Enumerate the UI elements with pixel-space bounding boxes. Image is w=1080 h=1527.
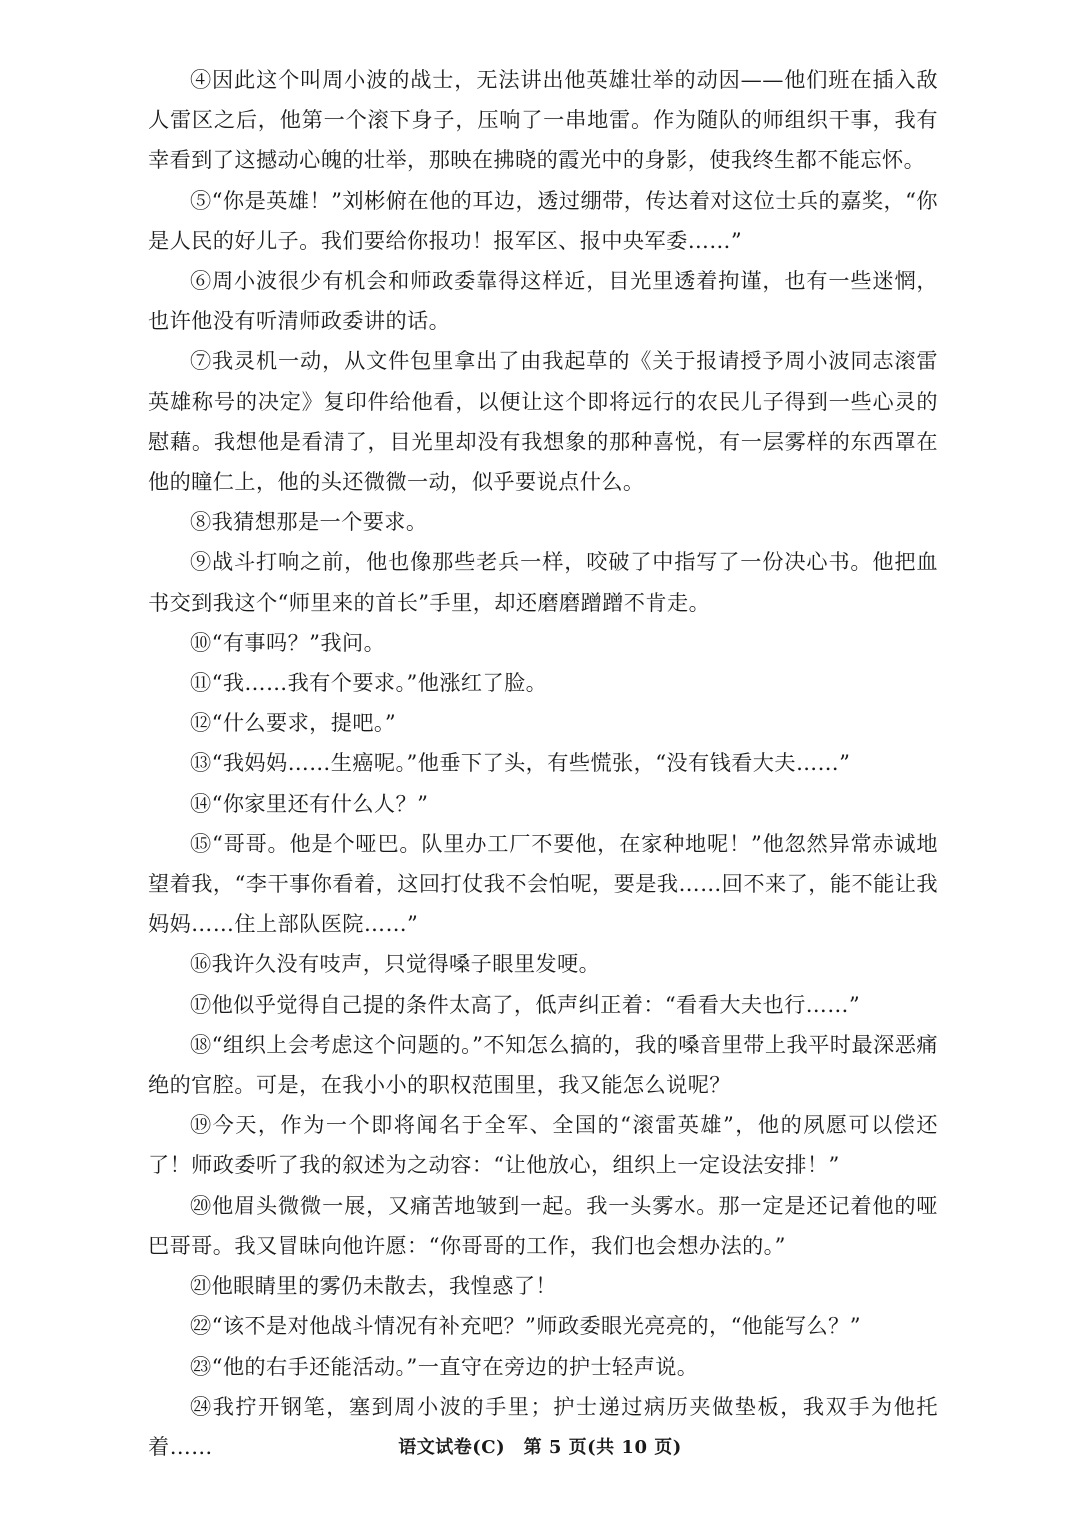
- paragraph-16: ⑯我许久没有吱声，只觉得嗓子眼里发哽。: [190, 951, 601, 977]
- paragraph-19: ⑲今天，作为一个即将闻名于全军、全国的“滚雷英雄”，他的夙愿可以偿还了！师政委听了我的叙述为之动容：“让他放心，组织上一定设法安排！”: [148, 1112, 938, 1178]
- page-footer: 语文试卷(C) 第 5 页(共 10 页): [398, 1437, 682, 1458]
- paragraph-5: ⑤“你是英雄！”刘彬俯在他的耳边，透过绷带，传达着对这位士兵的嘉奖，“你是人民的好儿子。我们要给你报功！报军区、报中央军委……”: [148, 187, 938, 253]
- paragraph-14: ⑭“你家里还有什么人？”: [190, 790, 429, 816]
- paragraph-18: ⑱“组织上会考虑这个问题的。”不知怎么搞的，我的嗓音里带上我平时最深恶痛绝的官腔。可是，在我小小的职权范围里，我又能怎么说呢？: [148, 1031, 938, 1098]
- paragraph-11: ⑪“我……我有个要求。”他涨红了脸。: [190, 670, 548, 696]
- paragraph-22: ㉒“该不是对他战斗情况有补充吧？”师政委眼光亮亮的，“他能写么？”: [190, 1313, 861, 1339]
- paragraph-8: ⑧我猜想那是一个要求。: [190, 509, 428, 535]
- paragraph-15: ⑮“哥哥。他是个哑巴。队里办工厂不要他，在家种地呢！”他忽然异常赤诚地望着我，“李干事你看着，这回打仗我不会怕呢，要是我……回不来了，能不能让我妈妈……住上部队医院……”: [148, 830, 938, 937]
- paragraph-23: ㉓“他的右手还能活动。”一直守在旁边的护士轻声说。: [190, 1353, 699, 1379]
- paragraph-9: ⑨战斗打响之前，他也像那些老兵一样，咬破了中指写了一份决心书。他把血书交到我这个“师里来的首长”手里，却还磨磨蹭蹭不肯走。: [148, 549, 938, 615]
- paragraph-13: ⑬“我妈妈……生癌呢。”他垂下了头，有些慌张，“没有钱看大夫……”: [190, 750, 851, 776]
- paragraph-24: ㉔我拧开钢笔，塞到周小波的手里；护士递过病历夹做垫板，我双手为他托着……: [148, 1393, 938, 1459]
- paragraph-12: ⑫“什么要求，提吧。”: [190, 710, 397, 736]
- paragraph-7: ⑦我灵机一动，从文件包里拿出了由我起草的《关于报请授予周小波同志滚雷英雄称号的决定》复印件给他看，以便让这个即将远行的农民儿子得到一些心灵的慰藉。我想他是看清了，目光里却没有我想象的那种喜悦，有一层雾样的东西罩在他的瞳仁上，他的头还微微一动，似乎要说点什么。: [148, 348, 938, 495]
- paragraph-17: ⑰他似乎觉得自己提的条件太高了，低声纠正着：“看看大夫也行……”: [190, 991, 861, 1017]
- passage-body: [148, 60, 938, 1467]
- paragraph-10: ⑩“有事吗？”我问。: [190, 629, 386, 655]
- paragraph-4: ④因此这个叫周小波的战士，无法讲出他英雄壮举的动因——他们班在插入敌人雷区之后，他第一个滚下身子，压响了一串地雷。作为随队的师组织干事，我有幸看到了这撼动心魄的壮举，那映在拂晓的霞光中的身影，使我终生都不能忘怀。: [148, 67, 938, 173]
- paragraph-20: ⑳他眉头微微一展，又痛苦地皱到一起。我一头雾水。那一定是还记着他的哑巴哥哥。我又冒昧向他许愿：“你哥哥的工作，我们也会想办法的。”: [148, 1192, 938, 1258]
- paragraph-6: ⑥周小波很少有机会和师政委靠得这样近，目光里透着拘谨，也有一些迷惘，也许他没有听清师政委讲的话。: [148, 268, 938, 334]
- paragraph-21: ㉑他眼睛里的雾仍未散去，我惶惑了！: [190, 1273, 557, 1299]
